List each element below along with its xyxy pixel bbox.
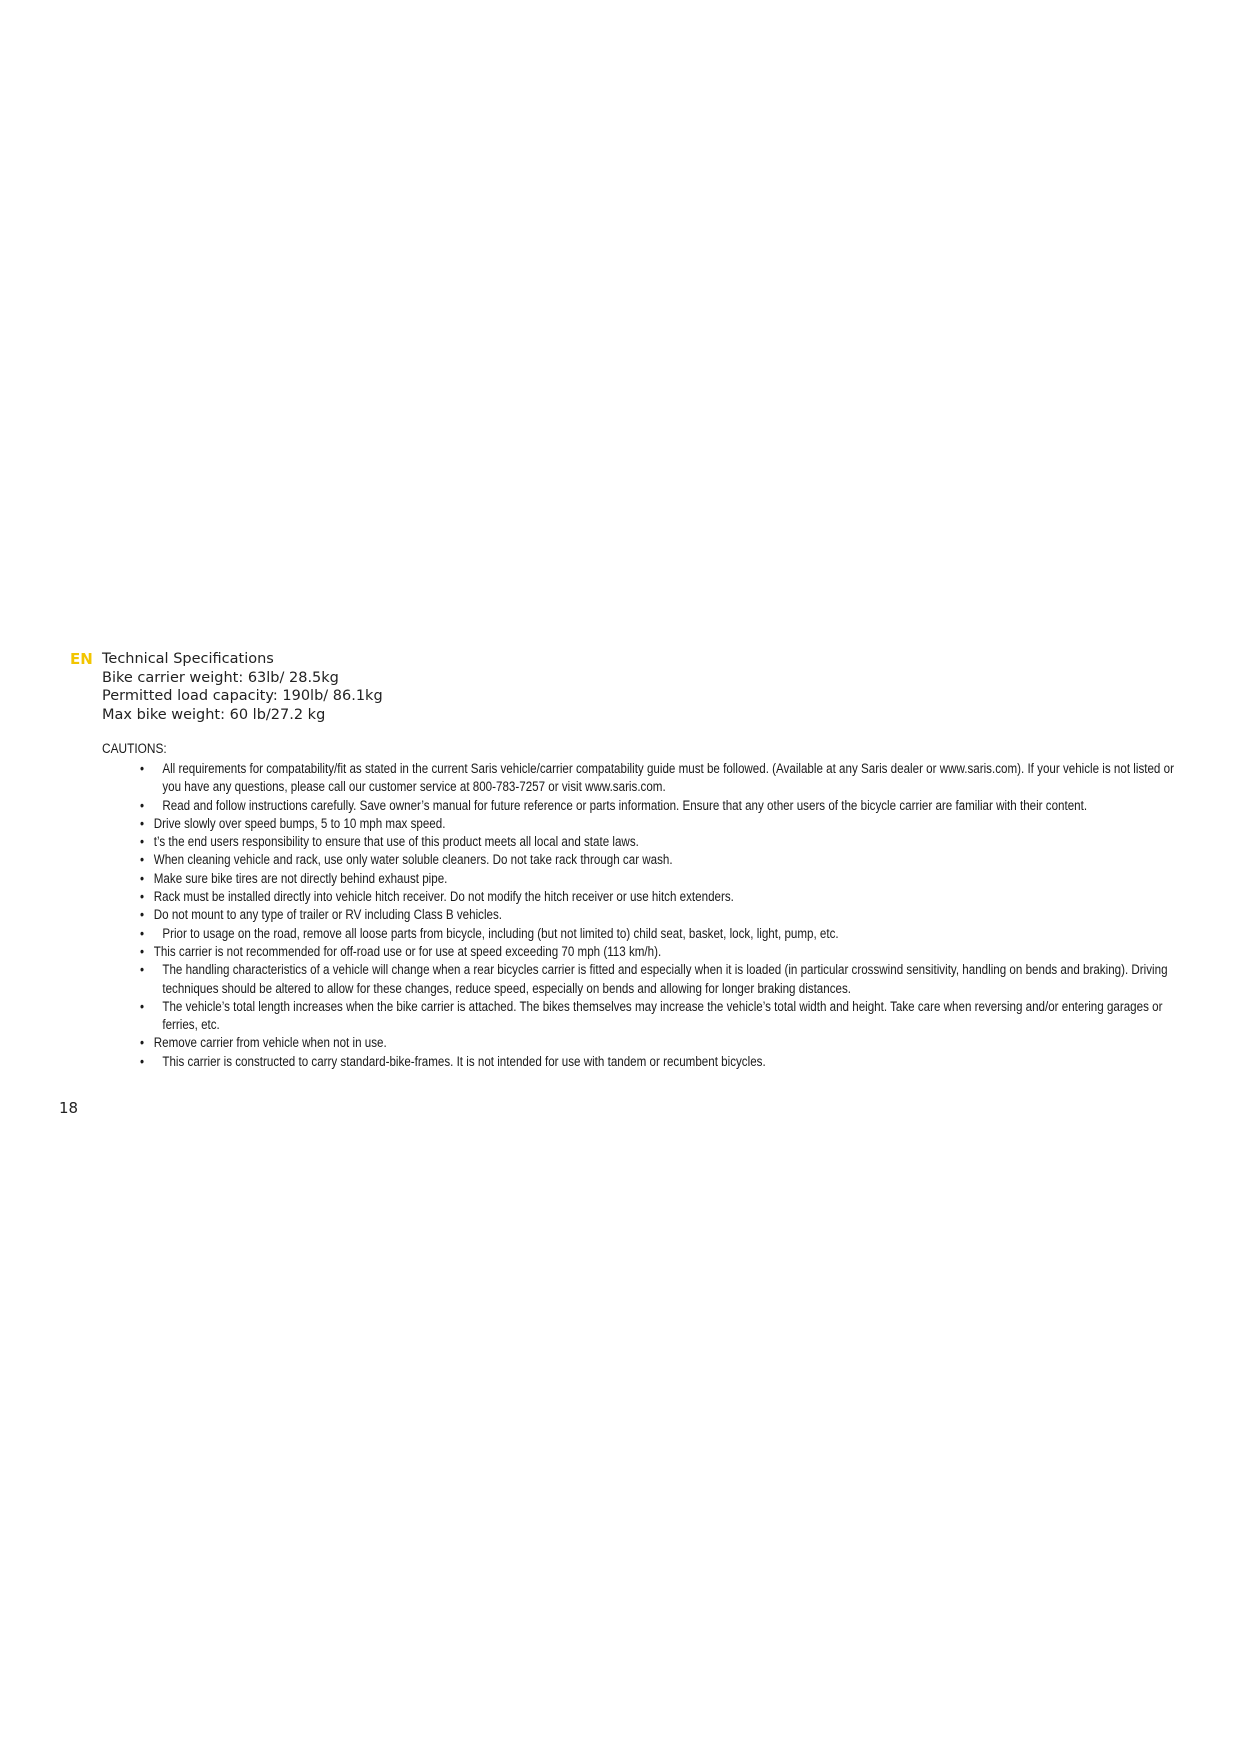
bullet-icon: • bbox=[140, 907, 145, 923]
cautions-heading: CAUTIONS: bbox=[102, 741, 167, 756]
bullet-icon: • bbox=[140, 761, 145, 776]
caution-text: Do not mount to any type of trailer or RV including Class B vehicles. bbox=[153, 907, 503, 923]
bullet-icon: • bbox=[140, 815, 145, 831]
caution-item bbox=[140, 870, 1181, 888]
bullet-icon: • bbox=[140, 834, 145, 850]
bullet-icon: • bbox=[140, 962, 145, 978]
page-number: 18 bbox=[59, 1099, 79, 1117]
caution-text: Read and follow instructions carefully. Save owner’s manual for future reference or parts information. Ensure that any other users of the bicycle carrier are familiar with their content. bbox=[162, 797, 1088, 813]
bullet-icon: • bbox=[140, 925, 145, 941]
spec-load-capacity: Permitted load capacity: 190lb/ 86.1kg bbox=[102, 688, 383, 704]
bullet-icon: • bbox=[140, 998, 145, 1014]
bullet-icon: • bbox=[140, 1035, 145, 1051]
bullet-icon: • bbox=[140, 797, 145, 813]
caution-item bbox=[140, 925, 1181, 943]
caution-item bbox=[140, 906, 1181, 924]
caution-item bbox=[140, 851, 1181, 869]
cautions-list bbox=[140, 760, 1181, 1071]
bullet-icon: • bbox=[140, 870, 145, 886]
caution-text: The vehicle’s total length increases when the bike carrier is attached. The bikes themselves may increase the vehicle’s total width and height. Take care when reversing and/or entering garages or ferries, etc. bbox=[162, 998, 1163, 1033]
caution-item bbox=[140, 998, 1181, 1035]
bullet-icon: • bbox=[140, 943, 145, 959]
caution-item bbox=[140, 760, 1181, 797]
bullet-icon: • bbox=[140, 1053, 145, 1069]
caution-text: Drive slowly over speed bumps, 5 to 10 mph max speed. bbox=[153, 815, 446, 831]
caution-item bbox=[140, 1034, 1181, 1052]
caution-text: Rack must be installed directly into vehicle hitch receiver. Do not modify the hitch receiver or use hitch extenders. bbox=[153, 889, 734, 905]
language-tag: EN bbox=[70, 650, 93, 668]
caution-item bbox=[140, 943, 1181, 961]
caution-text: When cleaning vehicle and rack, use only water soluble cleaners. Do not take rack through car wash. bbox=[153, 852, 673, 868]
caution-text: This carrier is constructed to carry standard-bike-frames. It is not intended for use with tandem or recumbent bicycles. bbox=[162, 1053, 766, 1069]
technical-specifications bbox=[102, 650, 383, 724]
caution-text: This carrier is not recommended for off-road use or for use at speed exceeding 70 mph (113 km/h). bbox=[153, 943, 662, 959]
caution-text: t’s the end users responsibility to ensure that use of this product meets all local and state laws. bbox=[153, 834, 639, 850]
caution-item bbox=[140, 888, 1181, 906]
caution-item bbox=[140, 961, 1181, 998]
caution-item bbox=[140, 1053, 1181, 1071]
bullet-icon: • bbox=[140, 889, 145, 905]
spec-carrier-weight: Bike carrier weight: 63lb/ 28.5kg bbox=[102, 669, 339, 686]
spec-max-bike-weight: Max bike weight: 60 lb/27.2 kg bbox=[102, 706, 326, 723]
specs-title: Technical Specifications bbox=[102, 651, 274, 667]
bullet-icon: • bbox=[140, 852, 145, 868]
caution-item bbox=[140, 833, 1181, 851]
caution-item bbox=[140, 797, 1181, 815]
caution-text: Remove carrier from vehicle when not in use. bbox=[153, 1035, 387, 1051]
caution-text: All requirements for compatability/fit as stated in the current Saris vehicle/carrier compatability guide must be followed. (Available at any Saris dealer or www.saris.com). If your vehicle is not listed or you have any questions, please call our customer service at 800-783-7257 or visit www.saris.com. bbox=[162, 761, 1174, 795]
caution-text: Make sure bike tires are not directly behind exhaust pipe. bbox=[153, 870, 448, 886]
caution-text: Prior to usage on the road, remove all loose parts from bicycle, including (but not limited to) child seat, basket, lock, light, pump, etc. bbox=[162, 925, 839, 941]
caution-item bbox=[140, 815, 1181, 833]
caution-text: The handling characteristics of a vehicle will change when a rear bicycles carrier is fitted and especially when it is loaded (in particular crosswind sensitivity, handling on bends and braking). Driving techniques should be altered to allow for these changes, reduce speed, especially on bends and allowing for longer braking distances. bbox=[162, 962, 1168, 996]
